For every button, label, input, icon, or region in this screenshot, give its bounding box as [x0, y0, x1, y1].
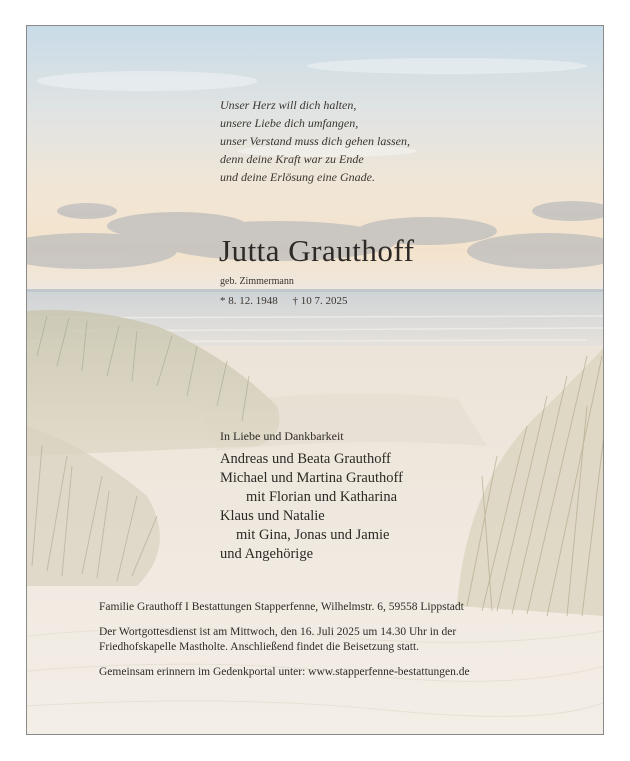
deceased-name: Jutta Grauthoff: [219, 233, 415, 268]
mourners-intro: In Liebe und Dankbarkeit: [220, 429, 344, 443]
mourner-line: Michael und Martina Grauthoff: [220, 470, 403, 486]
service-line: Friedhofskapelle Mastholte. Anschließend findet die Beisetzung statt.: [99, 641, 420, 653]
mourner-line: mit Florian und Katharina: [246, 489, 398, 505]
poem-line: und deine Erlösung eine Gnade.: [220, 170, 375, 184]
footer-info: [99, 600, 559, 690]
poem-line: unsere Liebe dich umfangen,: [220, 116, 359, 130]
mourner-line: Klaus und Natalie: [220, 508, 325, 524]
mourner-line: Andreas und Beata Grauthoff: [220, 451, 391, 467]
birth-date: * 8. 12. 1948: [220, 295, 278, 307]
service-line: Der Wortgottesdienst ist am Mittwoch, den 16. Juli 2025 um 14.30 Uhr in der: [99, 626, 457, 638]
poem-line: denn deine Kraft war zu Ende: [220, 152, 364, 166]
service-notice: [99, 625, 559, 655]
obituary-card: [26, 25, 604, 735]
death-date: † 10 7. 2025: [292, 295, 348, 307]
memorial-portal-notice: Gemeinsam erinnern im Gedenkportal unter: www.stapperfenne-bestattungen.de: [99, 666, 470, 678]
mourners-list: [220, 450, 403, 564]
maiden-name: geb. Zimmermann: [220, 276, 294, 287]
mourner-line: mit Gina, Jonas und Jamie: [236, 527, 390, 543]
poem-line: unser Verstand muss dich gehen lassen,: [220, 134, 410, 148]
poem-line: Unser Herz will dich halten,: [220, 98, 357, 112]
life-dates: [220, 295, 348, 307]
contact-address: Familie Grauthoff I Bestattungen Stapperfenne, Wilhelmstr. 6, 59558 Lippstadt: [99, 601, 464, 613]
memorial-poem: [220, 96, 410, 186]
mourner-line: und Angehörige: [220, 546, 314, 562]
